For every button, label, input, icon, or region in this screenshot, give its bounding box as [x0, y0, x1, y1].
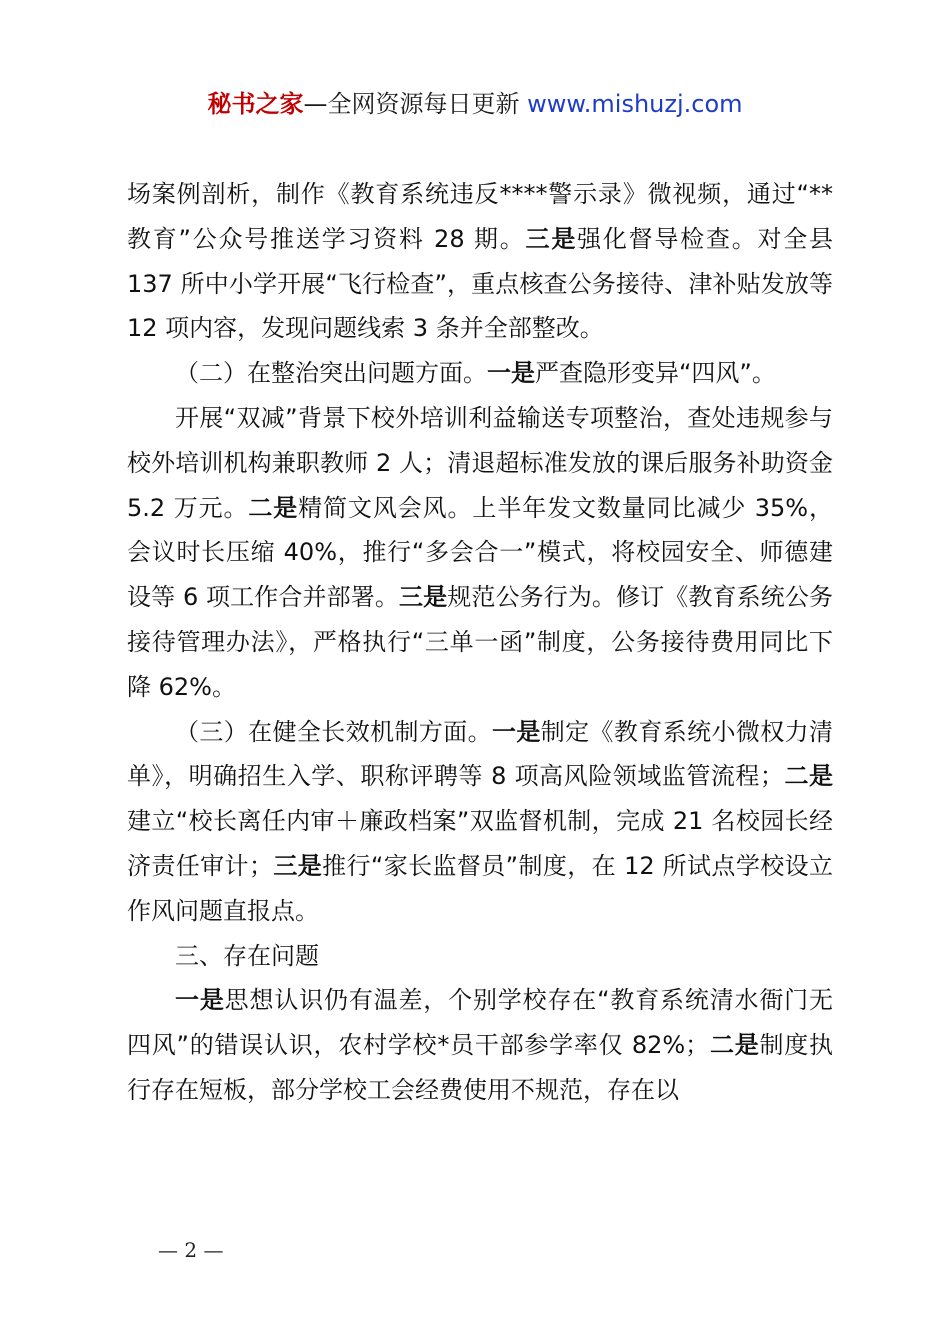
header-url-link[interactable]: www.mishuzj.com — [527, 90, 743, 118]
page-header — [0, 88, 950, 120]
header-brand: 秘书之家 — [207, 90, 304, 118]
bold-lead-phrase: 三是 — [272, 851, 323, 880]
text-segment: （二）在整治突出问题方面。 — [175, 359, 487, 388]
text-segment: 开展“双减”背景下校外培训利益输送专项整治，查处违规参与校外培训机构兼职教师 2 人；清退超标准发放的课后服务补助资金 5.2 万元。 — [127, 403, 833, 522]
text-segment: 强化督导检查。对全县 137 所中小学开展“飞行检查”，重点核查公务接待、津补贴发放等 12 项内容，发现问题线索 3 条并全部整改。 — [127, 224, 834, 343]
paragraph-p3 — [127, 396, 833, 710]
bold-lead-phrase: 二是 — [783, 762, 834, 791]
paragraph-p1 — [127, 172, 833, 351]
paragraph-p4 — [127, 710, 833, 934]
text-segment: 规范公务行为。修订《教育系统公务接待管理办法》，严格执行“三单一函”制度，公务接待费用同比下降 62%。 — [127, 583, 834, 701]
bold-lead-phrase: 二是 — [709, 1031, 760, 1060]
text-segment: （三）在健全长效机制方面。 — [175, 717, 492, 746]
paragraph-p6 — [127, 978, 833, 1112]
document-body — [127, 172, 833, 1113]
page-number: — 2 — — [158, 1238, 224, 1262]
bold-lead-phrase: 一是 — [492, 717, 541, 746]
text-segment: 推行“家长监督员”制度，在 12 所试点学校设立作风问题直报点。 — [127, 851, 833, 925]
text-segment: 场案例剖析，制作《教育系统违反****警示录》微视频，通过“**教育”公众号推送学习资料 28 期。 — [127, 180, 833, 253]
bold-lead-phrase: 三是 — [398, 583, 448, 612]
header-tagline: —全网资源每日更新 — [303, 90, 528, 118]
paragraph-p2 — [127, 351, 833, 396]
bold-lead-phrase: 二是 — [248, 493, 299, 522]
bold-lead-phrase: 一是 — [487, 359, 535, 388]
paragraph-p5 — [127, 934, 833, 979]
bold-lead-phrase: 一是 — [175, 986, 225, 1015]
text-segment: 制度执行存在短板，部分学校工会经费使用不规范，存在以 — [127, 1031, 834, 1104]
text-segment: 建立“校长离任内审＋廉政档案”双监督机制，完成 21 名校园长经济责任审计； — [127, 807, 833, 880]
text-segment: 思想认识仍有温差，个别学校存在“教育系统清水衙门无四风”的错误认识，农村学校*员干部参学率仅 82%； — [127, 986, 834, 1060]
text-segment: 三、存在问题 — [175, 941, 319, 970]
bold-lead-phrase: 三是 — [525, 224, 578, 253]
text-segment: 精简文风会风。上半年发文数量同比减少 35%，会议时长压缩 40%，推行“多会合一”模式，将校园安全、师德建设等 6 项工作合并部署。 — [127, 493, 834, 612]
text-segment: 严查隐形变异“四风”。 — [535, 359, 776, 388]
text-segment: 制定《教育系统小微权力清单》，明确招生入学、职称评聘等 8 项高风险领域监管流程； — [127, 717, 834, 791]
